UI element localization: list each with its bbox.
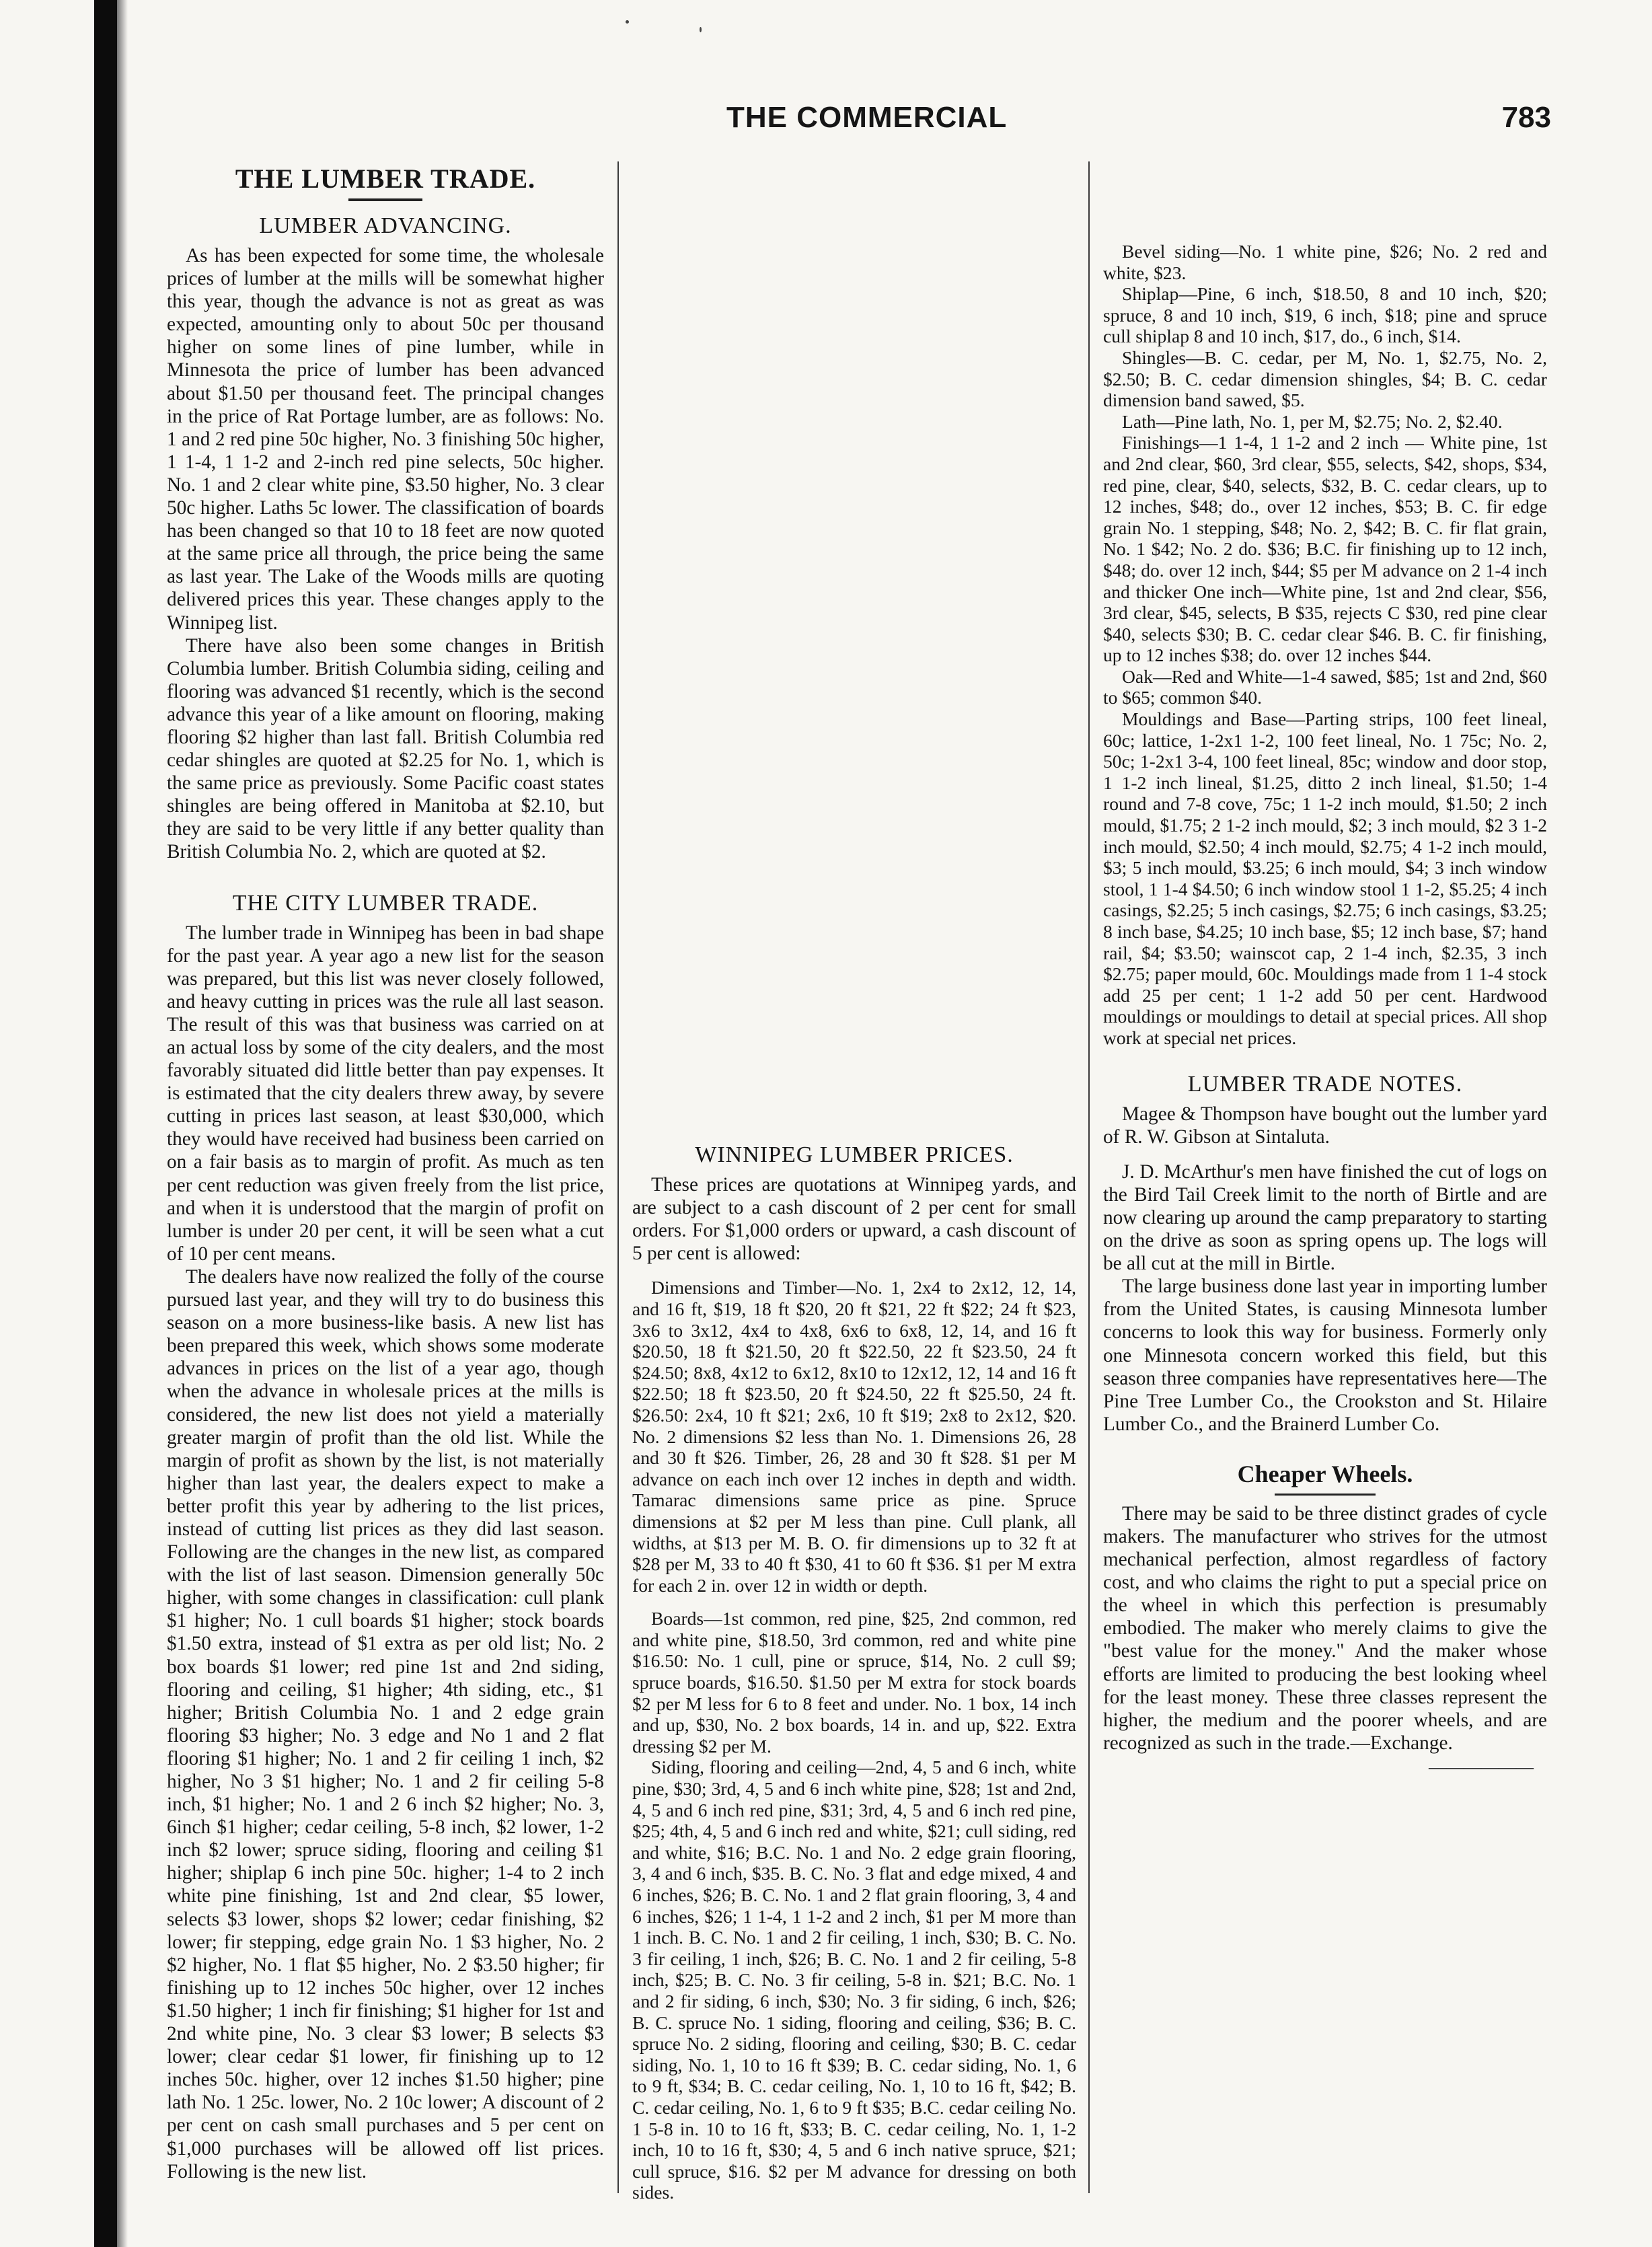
- page-number: 783: [1501, 101, 1551, 134]
- price-boards: Boards—1st common, red pine, $25, 2nd common, red and white pine, $18.50, 3rd common, red and white pine $16.50: No. 1 cull, pine or spruce, $14, No. 2 cull $9; spruce boards, $16.50. $1.50 per M extra for stock boards $2 per M less for 6 to 8 feet and under. No. 1 box, 14 inch and up, $30, No. 2 box boards, 14 in. and up, $22. Extra dressing $2 per M.: [632, 1608, 1076, 1757]
- gutter-shadow: [117, 0, 128, 2247]
- print-speck: [700, 27, 702, 32]
- news-note: J. D. McArthur's men have finished the cut of logs on the Bird Tail Creek limit to the north of Birtle and are now clearing up around the camp preparatory to starting on the drive as soon as spring opens up. The logs will be all cut at the mill in Birtle.: [1103, 1161, 1547, 1275]
- print-speck: [626, 20, 629, 24]
- column-1: [167, 160, 604, 2225]
- article-heading-trade-notes: LUMBER TRADE NOTES.: [1187, 1071, 1463, 1097]
- price-dimensions: Dimensions and Timber—No. 1, 2x4 to 2x12, 12, 14, and 16 ft, $19, 18 ft $20, 20 ft $21, 22 ft $22; 24 ft $23, 3x6 to 3x12, 4x4 to 4x8, 6x6 to 6x8, 12, 14, and 16 ft $20.50, 18 ft $21.50, 20 ft $22.50, 22 ft $23.50, 24 ft $24.50; 8x8, 4x12 to 6x12, 8x10 to 12x12, 12, 14 and 16 ft $22.50; 18 ft $23.50, 20 ft $24.50, 22 ft $25.50, 24 ft. $26.50: 2x4, 10 ft $21; 2x6, 10 ft $19; 2x8 to 2x12, $20. No. 2 dimensions $2 less than No. 1. Dimensions 26, 28 and 30 ft $26. Timber, 26, 28 and 30 ft $28. $1 per M advance on each inch over 12 inches in depth and width. Tamarac dimensions same price as pine. Spruce dimensions at $2 per M less than pine. Cull plank, all widths, at $13 per M. B. O. fir dimensions up to 32 ft at $28 per M, 33 to 40 ft $30, 41 to 60 ft $36. $1 per M extra for each 2 in. over 12 in width or depth.: [632, 1277, 1076, 1596]
- heading-rule: [1275, 1494, 1376, 1496]
- article-paragraph: As has been expected for some time, the wholesale prices of lumber at the mills will be somewhat higher this year, though the advance is not as great as was expected, amounting only to about 50c per thousand higher on some lines of pine lumber, while in Minnesota the price of lumber has been advanced about $1.50 per thousand feet. The principal changes in the price of Rat Portage lumber, are as follows: No. 1 and 2 red pine 50c higher, No. 3 finishing 50c higher, 1 1-4, 1 1-2 and 2-inch red pine selects, 50c higher. No. 1 and 2 clear white pine, $3.50 higher, No. 3 clear 50c higher. Laths 5c lower. The classification of boards has been changed so that 10 to 18 feet are now quoted at the same price all through, the price being the same as last year. The Lake of the Woods mills are quoting delivered prices this year. These changes apply to the Winnipeg list.: [167, 245, 604, 634]
- price-intro: These prices are quotations at Winnipeg yards, and are subject to a cash discount of 2 per cent for small orders. For $1,000 orders or upward, a cash discount of 5 per cent is allowed:: [632, 1174, 1076, 1265]
- column-rule: [617, 161, 619, 2193]
- column-3: [1103, 160, 1547, 2225]
- article-heading-cheaper-wheels: Cheaper Wheels.: [1237, 1460, 1413, 1487]
- article-heading-winnipeg-prices: WINNIPEG LUMBER PRICES.: [695, 1142, 1014, 1167]
- section-heading-lumber-trade: THE LUMBER TRADE.: [235, 163, 536, 194]
- article-heading-lumber-advancing: LUMBER ADVANCING.: [259, 213, 512, 238]
- price-shingles: Shingles—B. C. cedar, per M, No. 1, $2.75, No. 2, $2.50; B. C. cedar dimension shingles, $4; B. C. cedar dimension band sawed, $5.: [1103, 346, 1547, 411]
- publication-title: THE COMMERCIAL: [726, 101, 1008, 134]
- binding-gutter: [94, 0, 117, 2247]
- price-finishings: Finishings—1 1-4, 1 1-2 and 2 inch — White pine, 1st and 2nd clear, $60, 3rd clear, $55, selects, $42, shops, $34, red pine, clear, $40, selects, $32, B. C. cedar clears, up to 12 inches, $48; do., over 12 inches, $53; B. C. fir edge grain No. 1 stepping, $48; No. 2, $42; B. C. fir flat grain, No. 1 $42; No. 2 do. $36; B.C. fir finishing up to 12 inch, $48; do. over 12 inch, $44; $5 per M advance on 2 1-4 inch and thicker One inch—White pine, 1st and 2nd clear, $56, 3rd clear, $45, selects, B $35, rejects C $30, red pine clear $40, selects $30; B. C. cedar clear $46. B. C. fir finishing, up to 12 inches $38; do. over 12 inches $44.: [1103, 432, 1547, 666]
- heading-rule: [348, 198, 422, 201]
- price-oak: Oak—Red and White—1-4 sawed, $85; 1st and 2nd, $60 to $65; common $40.: [1103, 665, 1547, 708]
- article-heading-city-lumber-trade: THE CITY LUMBER TRADE.: [232, 890, 539, 916]
- article-paragraph: There have also been some changes in British Columbia lumber. British Columbia siding, ceiling and flooring was advanced $1 recently, which is the second advance this year of a like amount on flooring, making flooring $2 higher than last fall. British Columbia red cedar shingles are quoted at $2.25 for No. 1, which is the same price as previously. Some Pacific coast states shingles are being offered in Manitoba at $2.10, but they are said to be very little if any better quality than British Columbia No. 2, which are quoted at $2.: [167, 634, 604, 863]
- column-rule: [1088, 161, 1090, 2193]
- price-shiplap: Shiplap—Pine, 6 inch, $18.50, 8 and 10 inch, $20; spruce, 8 and 10 inch, $19, 6 inch, $18; pine and spruce cull shiplap 8 and 10 inch, $17, do., 6 inch, $14.: [1103, 283, 1547, 347]
- article-paragraph: The lumber trade in Winnipeg has been in bad shape for the past year. A year ago a new list for the season was prepared, but this list was never closely followed, and heavy cutting in prices was the rule all last season. The result of this was that business was carried on at an actual loss by some of the city dealers, and the most favorably situated did little better than pay expenses. It is estimated that the city dealers threw away, by severe cutting in prices last season, at least $30,000, which they would have received had business been carried on on a fair basis as to margin of profit. As much as ten per cent reduction was given freely from the list price, and when it is understood that the margin of profit on lumber is under 20 per cent, it will be seen what a cut of 10 per cent means.: [167, 922, 604, 1265]
- price-mouldings: Mouldings and Base—Parting strips, 100 feet lineal, 60c; lattice, 1-2x1 1-2, 100 feet lineal, No. 1 75c; No. 2, 50c; 1-2x1 3-4, 100 feet lineal, 85c; window and door stop, 1 1-2 inch lineal, $1.25, ditto 2 inch lineal, $1.50; 1-4 round and 7-8 cove, 75c; 1 1-2 inch mould, $1.50; 2 inch mould, $1.75; 2 1-2 inch mould, $2; 3 inch mould, $2 3 1-2 inch mould, $2.50; 4 inch mould, $2.75; 4 1-2 inch mould, $3; 5 inch mould, $3.25; 6 inch mould, $4; 3 inch window stool, 1 1-4 $4.50; 6 inch window stool 1 1-2, $5.25; 4 inch casings, $2.25; 5 inch casings, $2.75; 6 inch casings, $3.25; 8 inch base, $4.25; 10 inch base, $5; 12 inch base, $7; hand rail, $4; $3.50; wainscot cap, 2 1-4 inch, $2.35, 3 inch $2.75; paper mould, 60c. Mouldings made from 1 1-4 stock add 25 per cent; 1 1-2 add 50 per cent. Hardwood mouldings or mouldings to detail at special prices. All shop work at special net prices.: [1103, 708, 1547, 1048]
- price-siding: Siding, flooring and ceiling—2nd, 4, 5 and 6 inch, white pine, $30; 3rd, 4, 5 and 6 inch white pine, $28; 1st and 2nd, 4, 5 and 6 inch red pine, $31; 3rd, 4, 5 and 6 inch red pine, $25; 4th, 4, 5 and 6 inch red and white, $21; cull siding, red and white, $16; B.C. No. 1 and No. 2 edge grain flooring, 3, 4 and 6 inch, $35. B. C. No. 3 flat and edge mixed, 4 and 6 inches, $26; B. C. No. 1 and 2 flat grain flooring, 3, 4 and 6 inches, $26; 1 1-4, 1 1-2 and 2 inch, $1 per M more than 1 inch. B. C. No. 1 and 2 fir ceiling, 1 inch, $30; B. C. No. 3 fir ceiling, 1 inch, $26; B. C. No. 1 and 2 fir ceiling, 5-8 inch, $25; B. C. No. 3 fir ceiling, 5-8 in. $21; B.C. No. 1 and 2 fir siding, 6 inch, $30; No. 3 fir siding, 6 inch, $26; B. C. spruce No. 1 siding, flooring and ceiling, $36; B. C. spruce No. 2 siding, flooring and ceiling, $30; B. C. cedar siding, No. 1, 10 to 16 ft $39; B. C. cedar siding, No. 1, 6 to 9 ft, $34; B. C. cedar ceiling, No. 1, 10 to 16 ft, $42; B. C. cedar ceiling, No. 1, 6 to 9 ft $35; B.C. cedar ceiling No. 1 5-8 in. 10 to 16 ft, $33; B. C. cedar ceiling, No. 1, 1-2 inch, 10 to 16 ft, $30; 4, 5 and 6 inch native spruce, $21; cull spruce, $16. $2 per M advance for dressing on both sides.: [632, 1757, 1076, 2203]
- article-paragraph: The dealers have now realized the folly of the course pursued last year, and they will try to do business this season on a more business-like basis. A new list has been prepared this week, which shows some moderate advances in prices on the list of a year ago, though when the advance in wholesale prices at the mills is considered, the new list does not yield a materially greater margin of profit than the old list. While the margin of profit as shown by the list, is not materially higher than last year, the dealers expect to make a better profit this year by adhering to the list prices, instead of cutting list prices as they did last season. Following are the changes in the new list, as compared with the list of last season. Dimension generally 50c higher, with some changes in classification: cull plank $1 higher; No. 1 cull boards $1 higher; stock boards $1.50 extra, instead of $1 extra as per old list; No. 2 box boards $1 lower; red pine 1st and 2nd siding, flooring and ceiling, $1 higher; 4th siding, etc., $1 higher; British Columbia No. 1 and 2 edge grain flooring $3 higher; No. 3 edge and No 1 and 2 flat flooring $1 higher; No. 1 and 2 fir ceiling 1 inch, $2 higher, No 3 $1 higher; No. 1 and 2 fir ceiling 5-8 inch, $1 higher; No. 1 and 2 6 inch $2 higher; No. 3, 6inch $1 higher; cedar ceiling, 5-8 inch, $2 lower, 1-2 inch $2 lower; spruce siding, flooring and ceiling $1 higher; shiplap 6 inch pine 50c. higher; 1-4 to 2 inch white pine finishing, 1st and 2nd clear, $5 lower, selects $3 lower, shops $2 lower; cedar finishing, $2 lower; fir stepping, edge grain No. 1 $3 higher, No. 2 $2 higher, No. 1 flat $5 higher, No. 2 $3.50 higher; fir finishing up to 12 inches 50c higher, over 12 inches $1.50 higher; 1 inch fir finishing; $1 higher for 1st and 2nd white pine, No. 3 clear $3 lower; B selects $3 lower; clear cedar $1 lower, fir finishing up to 12 inches 50c. higher, over 12 inches $1.50 higher; pine lath No. 1 25c. lower, No. 2 10c lower; A discount of 2 per cent on cash small purchases and 5 per cent on $1,000 purchases will be allowed off list prices. Following is the new list.: [167, 1265, 604, 2182]
- article-paragraph: There may be said to be three distinct grades of cycle makers. The manufacturer who strives for the utmost mechanical perfection, almost regardless of factory cost, and who claims the right to put a special price on the wheel in which this perfection is presumably embodied. The maker who merely claims to give the "best value for the money." And the maker whose efforts are limited to producing the best looking wheel for the least money. These three classes represent the higher, the medium and the poorer wheels, and are recognized as such in the trade.—Exchange.: [1103, 1502, 1547, 1754]
- price-lath: Lath—Pine lath, No. 1, per M, $2.75; No. 2, $2.40.: [1122, 410, 1503, 432]
- news-note: Magee & Thompson have bought out the lumber yard of R. W. Gibson at Sintaluta.: [1103, 1103, 1547, 1148]
- price-bevel: Bevel siding—No. 1 white pine, $26; No. 2 red and white, $23.: [1103, 241, 1547, 283]
- news-note: The large business done last year in importing lumber from the United States, is causing Minnesota lumber concerns to look this way for business. Formerly only one Minnesota concern worked this field, but this season three companies have representatives here—The Pine Tree Lumber Co., the Crookston and St. Hilaire Lumber Co., and the Brainerd Lumber Co.: [1103, 1276, 1547, 1435]
- column-2: [632, 160, 1076, 2225]
- end-flourish: ——————: [1429, 1757, 1534, 1777]
